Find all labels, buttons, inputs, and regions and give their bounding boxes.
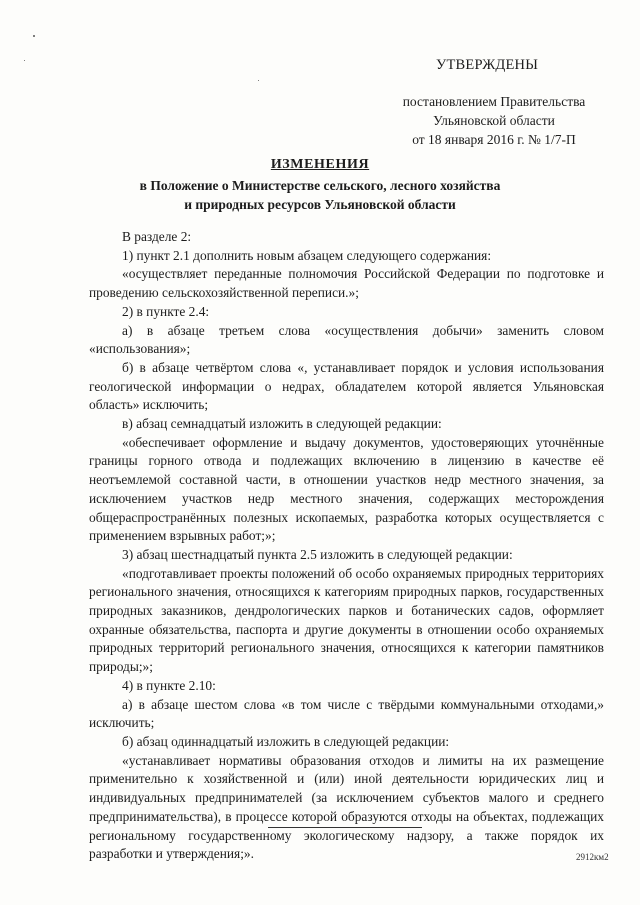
scan-speck <box>24 60 25 61</box>
decree-line: постановлением Правительства <box>402 94 586 109</box>
body-paragraph: а) в абзаце третьем слова «осуществления добычи» заменить словом «использования»; <box>89 322 604 357</box>
document-subtitle <box>90 176 550 214</box>
closing-rule <box>268 827 422 828</box>
body-paragraph: а) в абзаце шестом слова «в том числе с твёрдыми коммунальными отходами,» исключить; <box>89 696 604 731</box>
decree-line: от 18 января 2016 г. № 1/7-П <box>412 132 576 147</box>
document-body <box>89 228 604 864</box>
scan-speck <box>33 35 35 37</box>
document-title: ИЗМЕНЕНИЯ <box>270 157 370 172</box>
body-paragraph: 4) в пункте 2.10: <box>122 677 216 693</box>
body-paragraph: б) абзац одиннадцатый изложить в следующей редакции: <box>122 733 450 749</box>
body-paragraph: 3) абзац шестнадцатый пункта 2.5 изложить в следующей редакции: <box>122 546 513 562</box>
body-paragraph: «устанавливает нормативы образования отходов и лимиты на их размещение применительно к хозяйственной и (или) иной деятельности юридических лиц и индивидуальных предпринимателей (за исключением субъектов малого и среднего предпринимательства), в процессе которой образуются отходы на объектах, подлежащих региональному государственному экологическому надзору, а также порядок их разработки и утверждения;». <box>89 752 604 862</box>
body-paragraph: «обеспечивает оформление и выдачу документов, удостоверяющих уточнённые границы горного отвода и подлежащих включению в лицензию в качестве её неотъемлемой составной части, в отношении участков недр местного значения, за исключением участков недр местного значения, содержащих месторождения общераспространённых полезных ископаемых, разработка которых осуществляется с применением взрывных работ;»; <box>89 434 604 544</box>
approved-stamp: УТВЕРЖДЕНЫ <box>436 57 539 73</box>
body-paragraph: В разделе 2: <box>122 229 192 244</box>
body-paragraph: «подготавливает проекты положений об особо охраняемых природных территориях регионального значения, относящихся к категориям природных парков, государственных природных заказников, дендрологических парков и ботанических садов, оформляет охранные обязательства, паспорта и другие документы в отношении особо охраняемых природных территорий регионального значения, относящихся к категории памятников природы;»; <box>89 565 604 675</box>
body-paragraph: 2) в пункте 2.4: <box>122 303 210 319</box>
subtitle-line: в Положение о Министерстве сельского, лесного хозяйства <box>139 178 501 193</box>
decree-line: Ульяновской области <box>433 113 555 128</box>
document-code: 2912км2 <box>576 852 609 862</box>
body-paragraph: «осуществляет переданные полномочия Российской Федерации по подготовке и проведению сельскохозяйственной переписи.»; <box>89 266 604 301</box>
decree-reference <box>374 92 614 149</box>
body-paragraph: 1) пункт 2.1 дополнить новым абзацем следующего содержания: <box>122 247 492 263</box>
scan-speck <box>258 80 259 81</box>
subtitle-line: и природных ресурсов Ульяновской области <box>184 197 456 212</box>
body-paragraph: б) в абзаце четвёртом слова «, устанавливает порядок и условия использования геологической информации о недрах, обладателем которой является Ульяновская область» исключить; <box>89 359 604 413</box>
body-paragraph: в) абзац семнадцатый изложить в следующей редакции: <box>122 416 442 432</box>
